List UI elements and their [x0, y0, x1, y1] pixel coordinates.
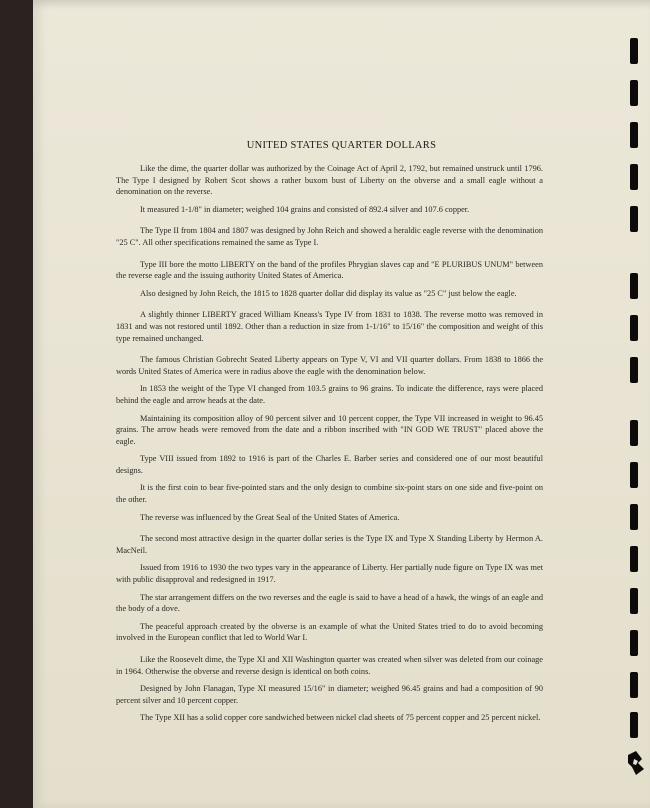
binder-hole-icon [630, 357, 638, 383]
binder-holes [624, 0, 646, 808]
paragraph-11: It is the first coin to bear five-pointed stars and the only design to combine six-point stars on one side and five-point on the other. [116, 483, 543, 505]
binder-hole-icon [630, 164, 638, 190]
binder-hole-icon [630, 630, 638, 656]
binder-hole-icon [630, 38, 638, 64]
paragraph-18: Designed by John Flanagan, Type XI measured 15/16" in diameter; weighed 96.45 grains and had a composition of 90 percent silver and 10 percent copper. [116, 684, 543, 705]
paragraph-3: The Type II from 1804 and 1807 was designed by John Reich and showed a heraldic eagle reverse with the denomination "25 C". All other specifications remained the same as Type I. [116, 226, 543, 247]
binder-hole-icon [630, 462, 638, 488]
binder-hole-icon [630, 122, 638, 148]
paragraph-19: The Type XII has a solid copper core sandwiched between nickel clad sheets of 75 percent copper and 25 percent nickel. [140, 713, 541, 723]
paragraph-9: Maintaining its composition alloy of 90 percent silver and 10 percent copper, the Type VII increased in weight to 96.45 grains. The arrow heads were removed from the date and a ribbon inscribed with "IN GOD WE TRUST" placed above the eagle. [116, 413, 543, 446]
page-top-shadow [33, 0, 650, 10]
paragraph-8: In 1853 the weight of the Type VI changed from 103.5 grains to 96 grains. To indicate the difference, rays were placed behind the eagle and arrow heads at the date. [116, 384, 543, 405]
paragraph-2: It measured 1-1/8" in diameter; weighed 104 grains and consisted of 892.4 silver and 107.6 copper. [140, 204, 470, 214]
binder-hole-icon [630, 588, 638, 614]
paragraph-12: The reverse was influenced by the Great Seal of the United States of America. [140, 512, 400, 522]
paragraph-13: The second most attractive design in the quarter dollar series is the Type IX and Type X Standing Liberty by Hermon A. MacNeil. [116, 534, 543, 555]
paragraph-14: Issued from 1916 to 1930 the two types vary in the appearance of Liberty. Her partially nude figure on Type IX was met with public disapproval and redesigned in 1917. [116, 563, 543, 585]
paragraph-17: Like the Roosevelt dime, the Type XI and XII Washington quarter was created when silver was deleted from our coinage in 1964. Otherwise the obverse and reverse design is identical on both coins. [116, 655, 543, 676]
binder-hole-icon [630, 315, 638, 341]
paragraph-16: The peaceful approach created by the obverse is an example of what the United States tried to do to avoid becoming involved in the European conflict that led to World War I. [116, 621, 543, 643]
paragraph-7: The famous Christian Gobrecht Seated Liberty appears on Type V, VI and VII quarter dollars. From 1838 to 1866 the words United States of America were in radius above the eagle with the denomination below. [116, 355, 543, 376]
paragraph-15: The star arrangement differs on the two reverses and the eagle is said to have a head of a hawk, the wings of an eagle and the body of a dove. [116, 592, 543, 614]
paragraph-1: Like the dime, the quarter dollar was authorized by the Coinage Act of April 2, 1792, but remained unstruck until 1796. The Type I designed by Robert Scot shows a rather buxom bust of Liberty on the obverse and a small eagle without a denomination on the reverse. [116, 164, 543, 197]
paragraph-5: Also designed by John Reich, the 1815 to 1828 quarter dollar did display its value as "25 C" just below the eagle. [140, 288, 517, 298]
page-corner-curl-icon [626, 749, 648, 777]
document-title: UNITED STATES QUARTER DOLLARS [246, 140, 437, 151]
binder-hole-icon [630, 206, 638, 232]
binder-hole-icon [630, 546, 638, 572]
binder-hole-icon [630, 80, 638, 106]
binder-hole-icon [630, 273, 638, 299]
binder-hole-icon [630, 672, 638, 698]
paragraph-10: Type VIII issued from 1892 to 1916 is part of the Charles E. Barber series and considered one of our most beautiful designs. [116, 454, 543, 475]
binder-hole-icon [630, 420, 638, 446]
paragraph-6: A slightly thinner LIBERTY graced William Kneass's Type IV from 1831 to 1838. The reverse motto was removed in 1831 and was not restored until 1892. Other than a reduction in size from 1-1/16" to 15/16" the composition and weight of this type remained unchanged. [116, 310, 543, 343]
binder-hole-icon [630, 504, 638, 530]
paragraph-4: Type III bore the motto LIBERTY on the band of the profiles Phrygian slaves cap and "E PLURIBUS UNUM" between the reverse eagle and the issuing authority United States of America. [116, 259, 543, 281]
binder-hole-icon [630, 712, 638, 738]
document-body [116, 163, 543, 730]
